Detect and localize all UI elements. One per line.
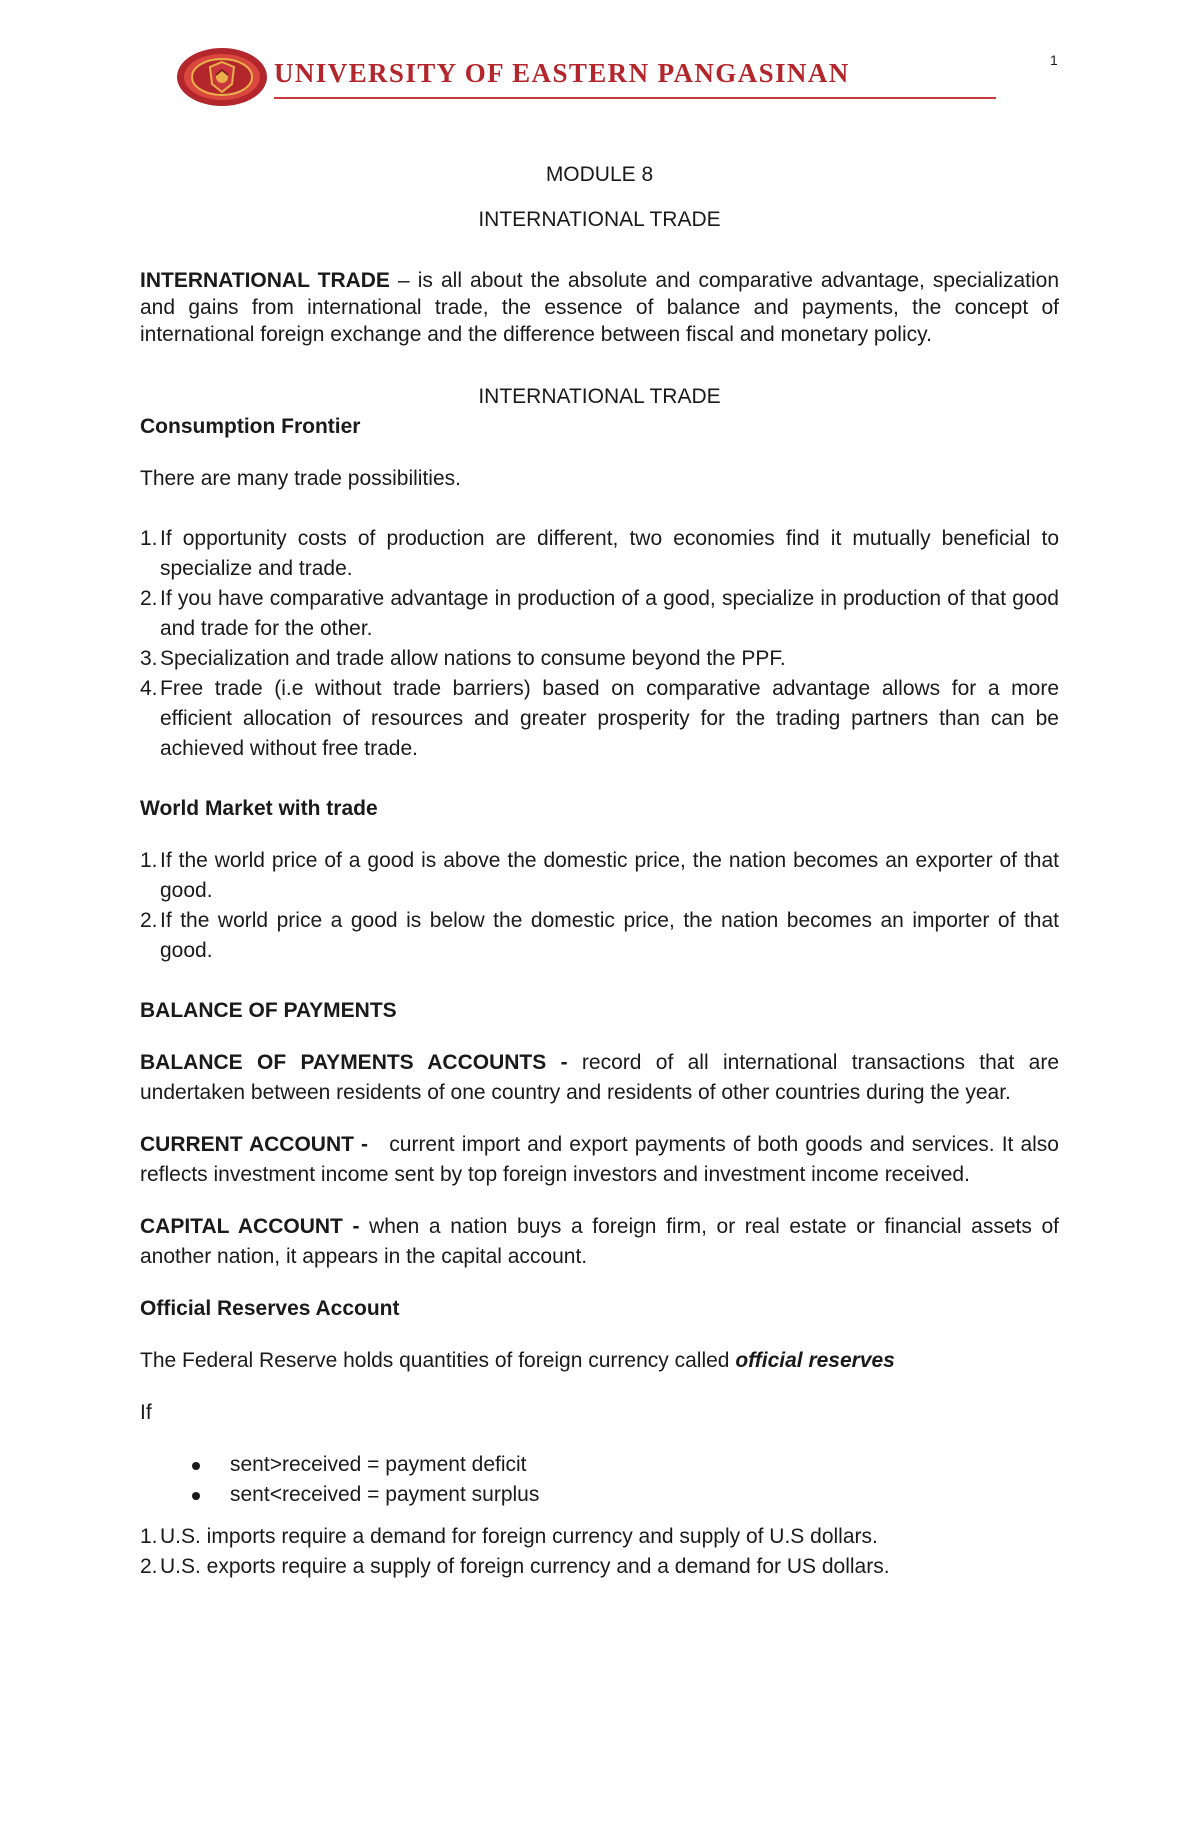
- bop-accounts-term: BALANCE OF PAYMENTS ACCOUNTS -: [140, 1051, 568, 1074]
- official-reserves-heading: Official Reserves Account: [140, 1297, 400, 1320]
- official-reserves-emphasis: official reserves: [735, 1349, 895, 1372]
- section-heading: INTERNATIONAL TRADE: [478, 385, 721, 408]
- currency-list: [140, 1522, 1059, 1582]
- module-number: MODULE 8: [545, 163, 654, 186]
- list-item: 1. If opportunity costs of production are different, two economies find it mutually beneficial to specialize and trade.: [140, 527, 1059, 580]
- consumption-list: [140, 524, 1059, 764]
- list-item: 2. If you have comparative advantage in production of a good, specialize in production of that good and trade for the other.: [140, 587, 1059, 640]
- university-name: UNIVERSITY OF EASTERN PANGASINAN: [274, 58, 850, 88]
- bullet-icon: [192, 1462, 200, 1470]
- if-label: If: [140, 1401, 152, 1424]
- world-market-heading: World Market with trade: [140, 797, 378, 820]
- list-item: 3. Specialization and trade allow nations to consume beyond the PPF.: [140, 647, 786, 670]
- intro-term: INTERNATIONAL TRADE: [140, 269, 390, 292]
- intro-text: – is all about the absolute and comparative advantage, specialization and gains from international trade, the essence of balance and payments, the concept of international foreign exchange and the difference between fiscal and monetary policy.: [140, 269, 1059, 346]
- list-item: 4. Free trade (i.e without trade barriers) based on comparative advantage allows for a more efficient allocation of resources and greater prosperity for the trading partners than can be achieved without free trade.: [140, 677, 1059, 760]
- list-item: 1. U.S. imports require a demand for foreign currency and supply of U.S dollars.: [140, 1525, 878, 1548]
- list-item: 2. If the world price a good is below the domestic price, the nation becomes an importer of that good.: [140, 909, 1059, 962]
- current-account-term: CURRENT ACCOUNT -: [140, 1133, 369, 1156]
- header-divider: [274, 97, 996, 99]
- balance-of-payments-heading: BALANCE OF PAYMENTS: [140, 999, 397, 1022]
- consumption-lead: There are many trade possibilities.: [140, 467, 461, 490]
- list-item: sent>received = payment deficit: [192, 1450, 1059, 1480]
- consumption-frontier-heading: Consumption Frontier: [140, 415, 361, 438]
- bullet-icon: [192, 1492, 200, 1500]
- module-content: [140, 160, 1065, 1582]
- university-seal-icon: [176, 46, 268, 108]
- university-header: [176, 46, 1026, 108]
- bop-accounts-paragraph: BALANCE OF PAYMENTS ACCOUNTS - record of all international transactions that are undertaken between residents of one country and residents of other countries during the year.: [140, 1051, 1059, 1104]
- capital-account-paragraph: CAPITAL ACCOUNT - when a nation buys a foreign firm, or real estate or financial assets of another nation, it appears in the capital account.: [140, 1215, 1059, 1268]
- list-item: 1. If the world price of a good is above the domestic price, the nation becomes an exporter of that good.: [140, 849, 1059, 902]
- page-number: 1: [1050, 52, 1058, 68]
- world-market-list: [140, 846, 1059, 966]
- capital-account-term: CAPITAL ACCOUNT -: [140, 1215, 360, 1238]
- list-item: 2. U.S. exports require a supply of foreign currency and a demand for US dollars.: [140, 1555, 890, 1578]
- reserves-bullets: [140, 1450, 1059, 1510]
- intro-paragraph: [140, 267, 1059, 348]
- list-item: sent<received = payment surplus: [192, 1480, 1059, 1510]
- reserves-paragraph: The Federal Reserve holds quantities of foreign currency called official reserves: [140, 1349, 895, 1372]
- module-title: INTERNATIONAL TRADE: [478, 208, 721, 231]
- current-account-paragraph: CURRENT ACCOUNT - current import and export payments of both goods and services. It also reflects investment income sent by top foreign investors and investment income received.: [140, 1133, 1065, 1186]
